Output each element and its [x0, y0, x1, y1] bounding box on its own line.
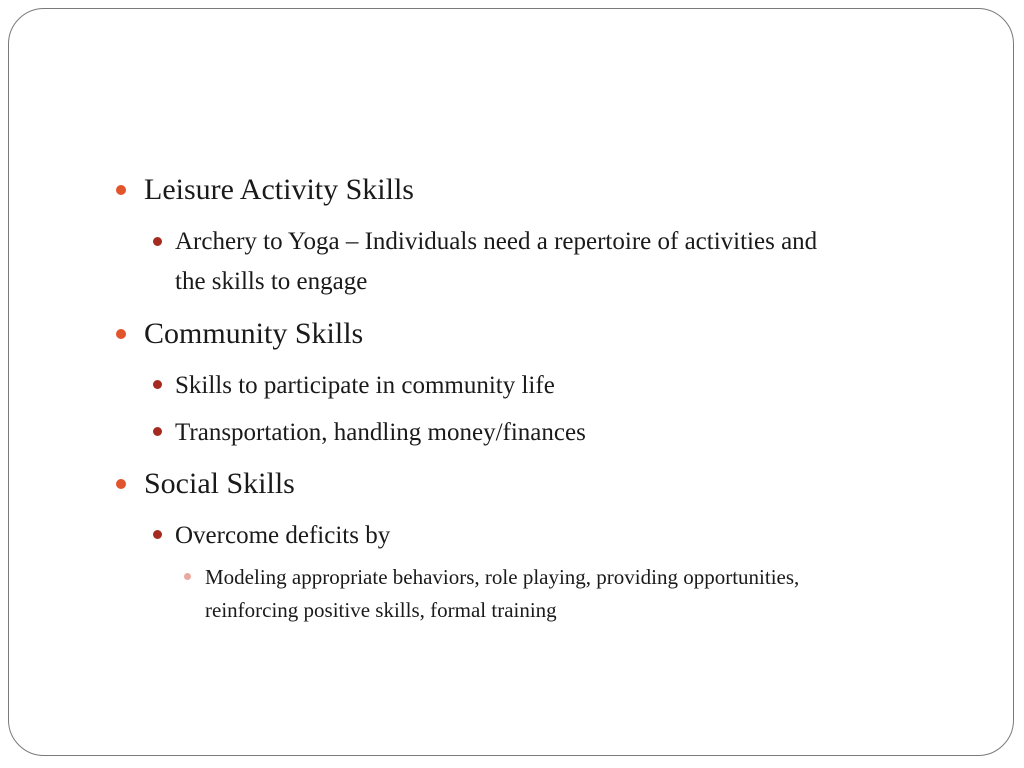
bullet-text: Transportation, handling money/finances: [175, 419, 586, 446]
bullet-text-line-2: the skills to engage: [175, 268, 368, 295]
bullet-text: Social Skills: [144, 467, 295, 500]
bullet-social-skills: [144, 466, 295, 502]
bullet-transportation: [175, 412, 586, 453]
bullet-dot-icon: [116, 479, 126, 489]
bullet-text: Community Skills: [144, 317, 364, 350]
bullet-text-line-1: Modeling appropriate behaviors, role playing, providing opportunities,: [205, 565, 800, 589]
bullet-text: Leisure Activity Skills: [144, 173, 414, 206]
bullet-archery-to-yoga: [175, 222, 817, 302]
bullet-dot-icon: [153, 237, 162, 246]
bullet-dot-icon: [116, 329, 126, 339]
bullet-dot-icon: [116, 185, 126, 195]
bullet-overcome-deficits: [175, 515, 390, 556]
bullet-community-skills: [144, 316, 363, 352]
bullet-participate-community-life: [175, 365, 555, 406]
bullet-text-line-2: reinforcing positive skills, formal training: [205, 598, 557, 622]
bullet-dot-icon: [184, 573, 191, 580]
bullet-modeling-behaviors: [205, 561, 799, 627]
bullet-text-line-1: Archery to Yoga – Individuals need a repertoire of activities and: [175, 228, 818, 255]
bullet-text: Overcome deficits by: [175, 522, 391, 549]
bullet-dot-icon: [153, 380, 162, 389]
bullet-leisure-activity-skills: [144, 172, 414, 208]
bullet-dot-icon: [153, 530, 162, 539]
bullet-dot-icon: [153, 427, 162, 436]
bullet-text: Skills to participate in community life: [175, 372, 555, 399]
